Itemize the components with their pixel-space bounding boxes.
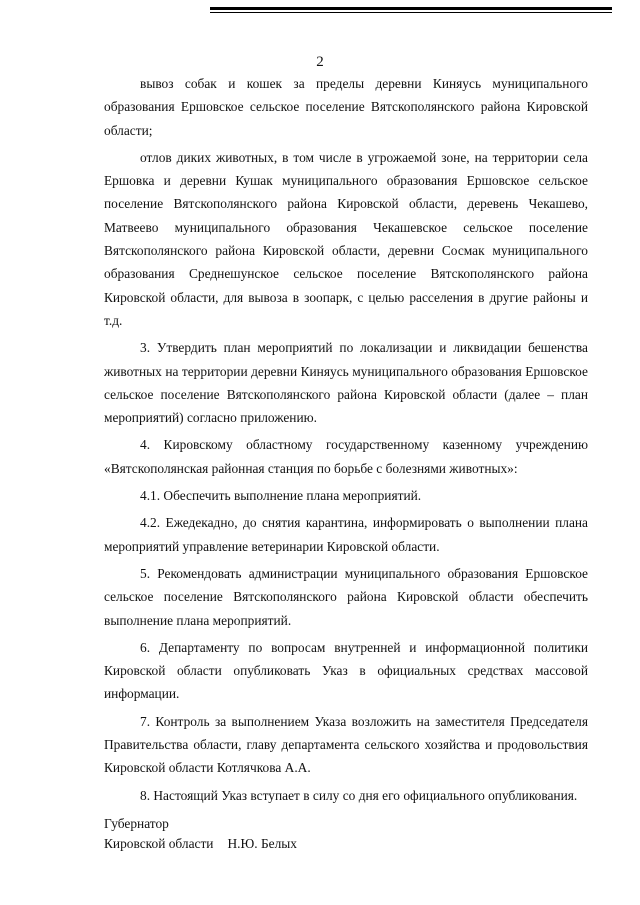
signatory-name: Н.Ю. Белых xyxy=(227,836,297,851)
paragraph-wild-animal-capture: отлов диких животных, в том числе в угрожаемой зоне, на территории села Ершовка и деревни Кушак муниципального образования Ершовское сельское поселение Вятскополянского района Кировской области, деревень Чекашево, Матвеево муниципального образования Чекашевское сельское поселение Вятскополянского района Кировской области, деревни Сосмак муниципального образования Среднешунское сельское поселение Вятскополянского района Кировской области, для вывоза в зоопарк, с целью расселения в другие районы и т.д. xyxy=(104,149,588,328)
header-rule-thin xyxy=(210,12,612,13)
paragraph-item-6: 6. Департаменту по вопросам внутренней и информационной политики Кировской области опубликовать Указ в официальных средствах массовой информации. xyxy=(104,639,588,702)
paragraph-item-4-1: 4.1. Обеспечить выполнение плана мероприятий. xyxy=(140,488,422,504)
paragraph-item-8: 8. Настоящий Указ вступает в силу со дня его официального опубликования. xyxy=(140,787,578,803)
paragraph-item-3: 3. Утвердить план мероприятий по локализации и ликвидации бешенства животных на территории деревни Киняусь муниципального образования Ершовское сельское поселение Вятскополянского района Кировской области (далее – план мероприятий) согласно приложению. xyxy=(104,340,588,426)
signature-title-line1: Губернатор xyxy=(104,816,169,831)
page-number: 2 xyxy=(316,54,324,70)
signature-title-row xyxy=(104,834,297,854)
paragraph-item-7: 7. Контроль за выполнением Указа возложить на заместителя Председателя Правительства области, главу департамента сельского хозяйства и продовольствия Кировской области Котлячкова А.А. xyxy=(104,713,588,776)
signature-block xyxy=(104,814,297,854)
paragraph-item-5: 5. Рекомендовать администрации муниципального образования Ершовское сельское поселение Вятскополянского района Кировской области обеспечить выполнение плана мероприятий. xyxy=(104,565,588,628)
paragraph-item-4: 4. Кировскому областному государственному казенному учреждению «Вятскополянская районная станция по борьбе с болезнями животных»: xyxy=(104,437,588,476)
signature-title-line2: Кировской области xyxy=(104,836,214,851)
paragraph-dog-cat-removal: вывоз собак и кошек за пределы деревни Киняусь муниципального образования Ершовское сельское поселение Вятскополянского района Кировской области; xyxy=(104,76,588,138)
document-body xyxy=(104,72,588,807)
paragraph-item-4-2: 4.2. Ежедекадно, до снятия карантина, информировать о выполнении плана мероприятий управление ветеринарии Кировской области. xyxy=(104,515,588,554)
header-rule xyxy=(210,7,612,10)
